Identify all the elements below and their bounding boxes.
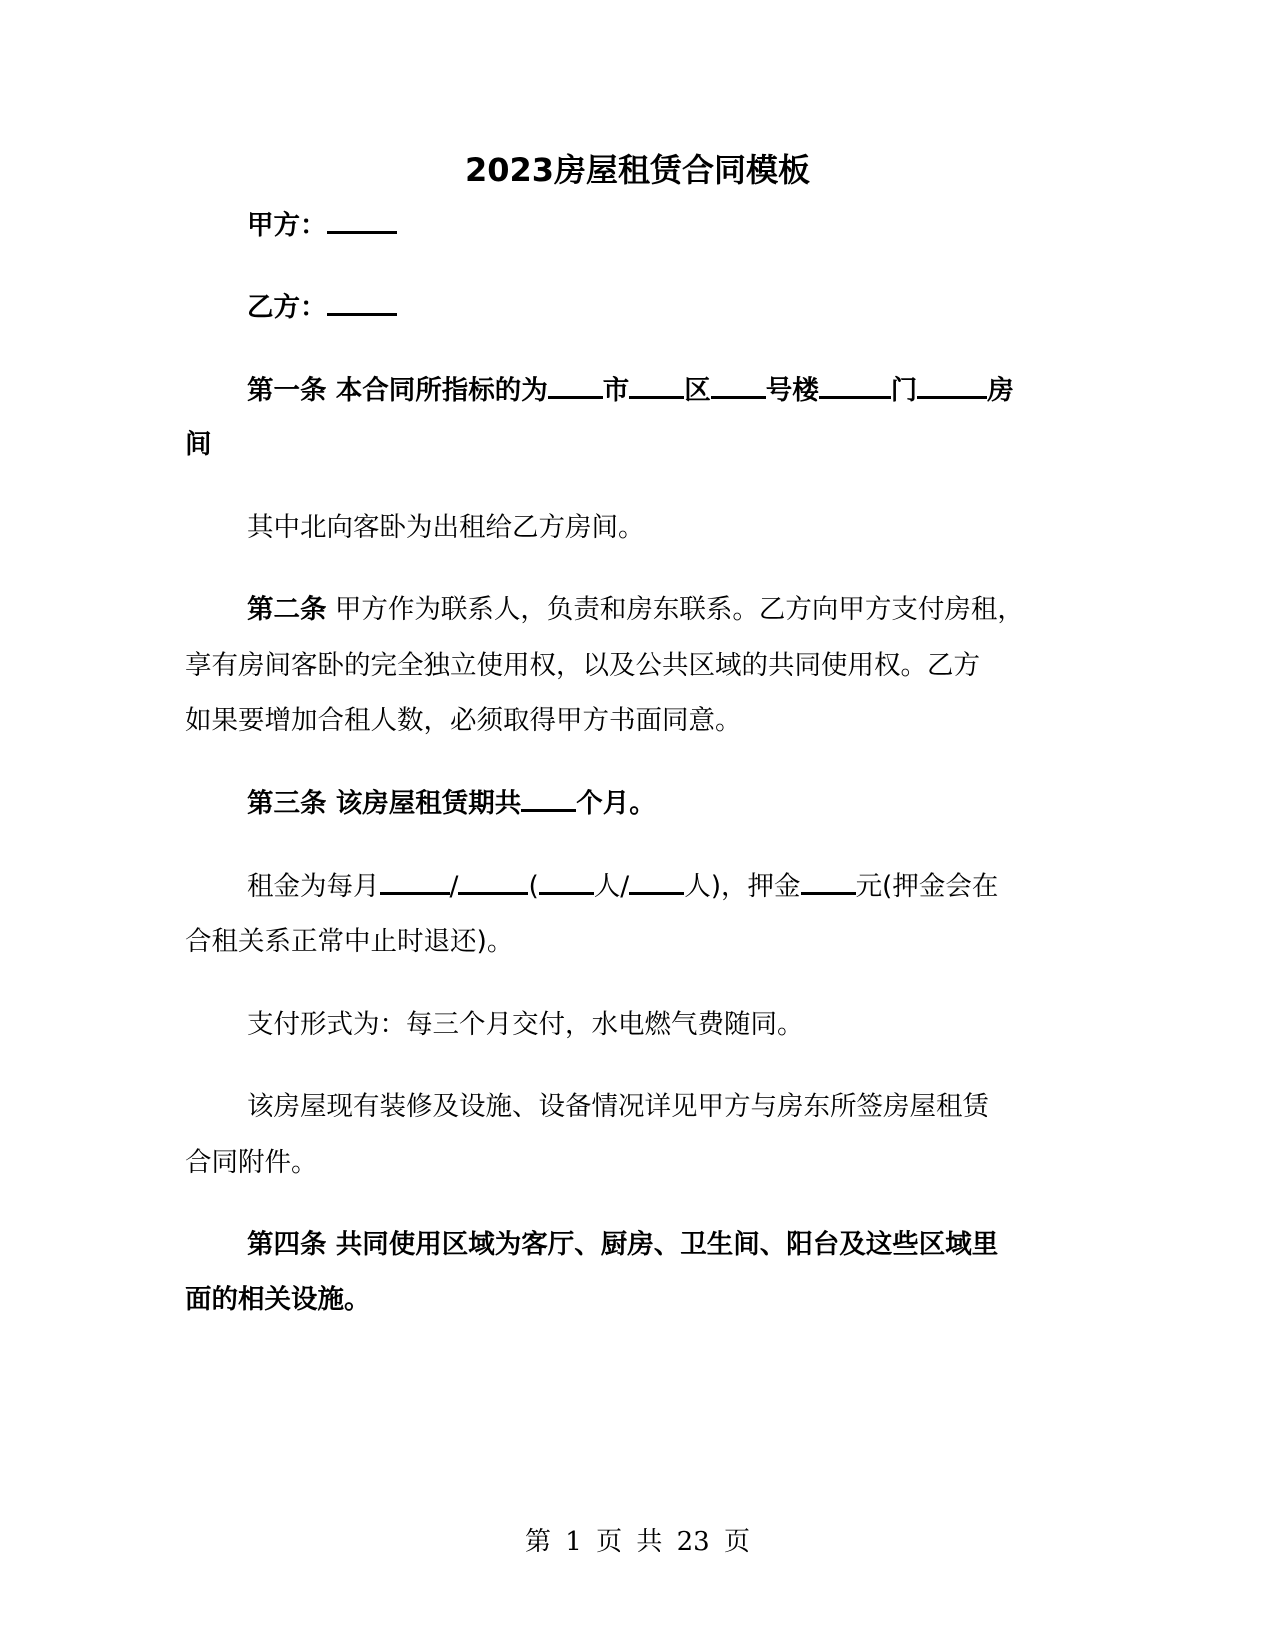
article-2-line3: 如果要增加合租人数，必须取得甲方书面同意。 — [185, 705, 742, 736]
payment-text: 支付形式为：每三个月交付，水电燃气费随同。 — [247, 1009, 804, 1040]
party-b-label: 乙方： — [247, 292, 327, 323]
city-blank — [548, 370, 603, 399]
rent-line1 — [185, 858, 1095, 915]
rent-slash: / — [449, 871, 459, 902]
rent-blank-2 — [458, 866, 528, 895]
party-b-line — [185, 279, 1095, 336]
room-paragraph-text: 其中北向客卧为出租给乙方房间。 — [247, 512, 645, 543]
article-4-line2: 面的相关设施。 — [185, 1284, 371, 1315]
payment-line — [185, 996, 1095, 1053]
deposit-blank — [801, 866, 856, 895]
district-label: 区 — [684, 375, 711, 406]
district-blank — [629, 370, 684, 399]
deposit-tail: 元(押金会在 — [855, 871, 999, 902]
article-2-text1: 甲方作为联系人，负责和房东联系。乙方向甲方支付房租， — [326, 594, 1024, 625]
article-4-text1: 第四条 共同使用区域为客厅、厨房、卫生间、阳台及这些区域里 — [247, 1229, 999, 1260]
article-2-line1 — [185, 581, 1095, 638]
room-label: 房 — [987, 375, 1014, 406]
article-4-line1 — [185, 1216, 1095, 1273]
city-label: 市 — [602, 375, 630, 406]
page-title: 2023房屋租赁合同模板 — [464, 151, 811, 189]
person-label-1: 人/ — [593, 871, 630, 902]
room-paragraph — [185, 499, 1095, 556]
party-b-blank — [327, 287, 397, 316]
party-a-line — [185, 197, 1095, 254]
facilities-line2: 合同附件。 — [185, 1147, 318, 1178]
article-2-head: 第二条 — [247, 594, 327, 625]
party-a-label: 甲方： — [247, 210, 327, 241]
article-1-line1 — [185, 362, 1095, 419]
article-3-line — [185, 775, 1095, 832]
person-blank-2 — [629, 866, 684, 895]
article-1-head: 第一条 本合同所指标的为 — [247, 375, 548, 406]
building-label: 号楼 — [765, 375, 819, 406]
room-blank — [917, 370, 987, 399]
building-blank — [711, 370, 766, 399]
rent-paren: ( — [528, 871, 539, 902]
unit-label: 门 — [890, 375, 918, 406]
article-1-line2: 间 — [185, 429, 212, 460]
article-2-line2: 享有房间客卧的完全独立使用权，以及公共区域的共同使用权。乙方 — [185, 650, 980, 681]
rent-blank-1 — [380, 866, 450, 895]
person-blank-1 — [539, 866, 594, 895]
article-3-tail: 个月。 — [576, 788, 656, 819]
deposit-label: 人)，押金 — [684, 871, 801, 902]
rent-label: 租金为每月 — [247, 871, 380, 902]
rent-line2: 合租关系正常中止时退还)。 — [185, 926, 514, 957]
months-blank — [521, 783, 576, 812]
unit-blank — [819, 370, 891, 399]
facilities-text1: 该房屋现有装修及设施、设备情况详见甲方与房东所签房屋租赁 — [247, 1091, 989, 1122]
party-a-blank — [327, 205, 397, 234]
article-3-head: 第三条 该房屋租赁期共 — [247, 788, 522, 819]
facilities-line1 — [185, 1078, 1095, 1135]
page-footer: 第 1 页 共 23 页 — [525, 1527, 750, 1557]
